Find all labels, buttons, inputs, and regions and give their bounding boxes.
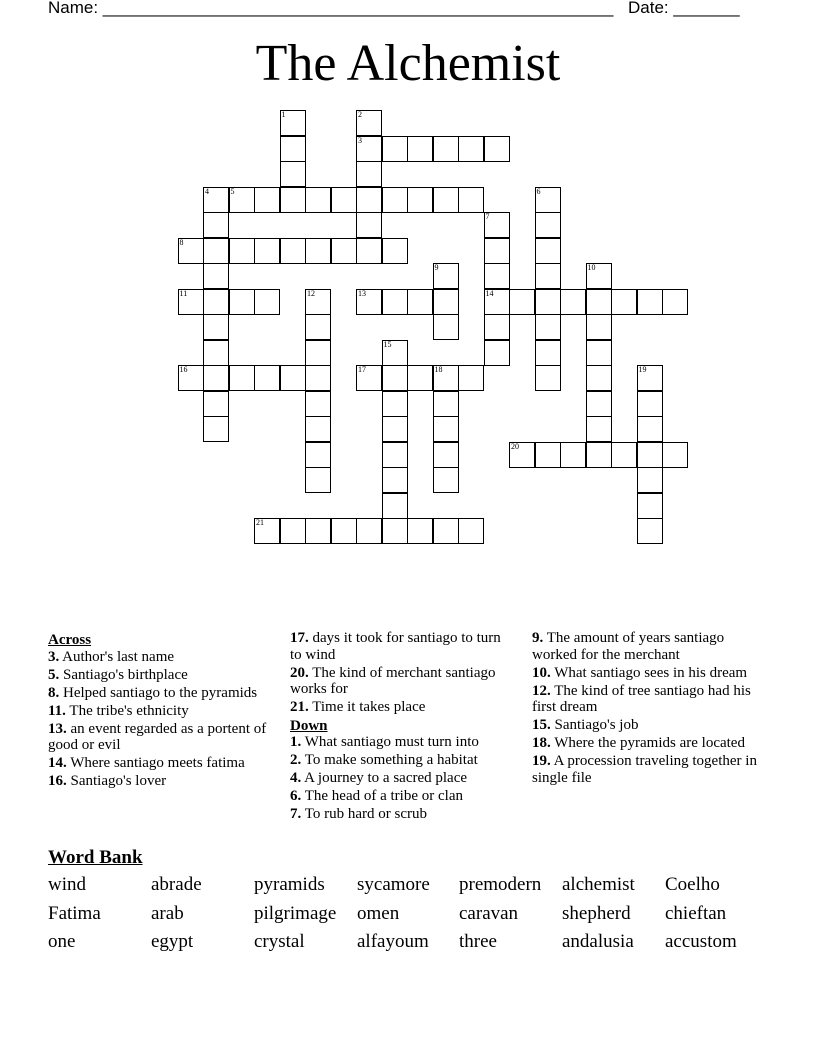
grid-cell[interactable] — [203, 340, 229, 366]
grid-cell[interactable] — [331, 518, 357, 544]
clue-num: 20. — [290, 664, 309, 681]
grid-cell[interactable] — [305, 314, 331, 340]
grid-cell[interactable] — [535, 263, 561, 289]
grid-cell[interactable] — [637, 493, 663, 519]
grid-cell[interactable] — [356, 161, 382, 187]
clue-num: 19. — [532, 753, 551, 769]
grid-cell[interactable] — [254, 289, 280, 315]
grid-cell[interactable] — [203, 365, 229, 391]
grid-cell[interactable] — [586, 340, 612, 366]
clue-number: 13 — [358, 288, 366, 298]
grid-cell[interactable] — [535, 289, 561, 315]
grid-cell[interactable] — [407, 187, 433, 213]
grid-cell[interactable] — [535, 442, 561, 468]
grid-cell[interactable] — [611, 442, 637, 468]
grid-cell[interactable] — [458, 365, 484, 391]
grid-cell[interactable] — [203, 187, 229, 213]
grid-cell[interactable] — [382, 289, 408, 315]
clue-number: 17 — [358, 365, 366, 374]
down-clue — [290, 788, 510, 805]
grid-cell[interactable] — [586, 365, 612, 391]
clue-text: Santiago's lover — [66, 773, 167, 789]
word-bank-word: pilgrimage — [254, 902, 337, 924]
clue-text: Author's last name — [59, 648, 175, 665]
grid-cell[interactable] — [382, 442, 408, 468]
grid-cell[interactable] — [433, 187, 459, 213]
grid-cell[interactable] — [331, 238, 357, 264]
grid-cell[interactable] — [382, 238, 408, 264]
clue-number: 1 — [281, 110, 286, 119]
clue-num: 3. — [48, 648, 60, 665]
clue-text: The kind of merchant santiago works for — [290, 664, 496, 697]
grid-cell[interactable] — [382, 340, 408, 366]
grid-cell[interactable] — [535, 187, 561, 213]
word-bank-word: Fatima — [48, 902, 101, 924]
word-bank-word: crystal — [254, 931, 305, 952]
clue-number: 18 — [434, 365, 443, 374]
grid-cell[interactable] — [203, 212, 229, 238]
grid-cell[interactable] — [637, 467, 663, 493]
clue-num: 17. — [290, 630, 309, 646]
down-clue — [532, 735, 772, 752]
grid-cell[interactable] — [407, 136, 433, 162]
grid-cell[interactable] — [280, 238, 306, 264]
clue-number: 15 — [383, 339, 392, 349]
grid-cell[interactable] — [433, 289, 459, 315]
grid-cell[interactable] — [560, 289, 586, 315]
grid-cell[interactable] — [382, 136, 408, 162]
clues-col-3 — [532, 630, 772, 788]
clue-text: The tribe's ethnicity — [65, 702, 189, 719]
grid-cell[interactable] — [407, 289, 433, 315]
clue-num: 7. — [290, 806, 302, 822]
grid-cell[interactable] — [280, 136, 306, 162]
grid-cell[interactable] — [356, 110, 382, 136]
grid-cell[interactable] — [535, 340, 561, 366]
grid-cell[interactable] — [433, 416, 459, 442]
clue-num: 4. — [290, 770, 302, 786]
grid-cell[interactable] — [382, 493, 408, 519]
grid-cell[interactable] — [407, 518, 433, 544]
clue-number: 14 — [485, 288, 494, 298]
clue-num: 6. — [290, 788, 302, 804]
grid-cell[interactable] — [229, 187, 255, 213]
grid-cell[interactable] — [586, 263, 612, 289]
grid-cell[interactable] — [229, 238, 255, 264]
grid-cell[interactable] — [280, 365, 306, 391]
across-clue — [290, 665, 510, 698]
down-clue — [532, 683, 772, 716]
clue-num: 13. — [48, 720, 67, 737]
grid-cell[interactable] — [305, 467, 331, 493]
grid-cell[interactable] — [382, 416, 408, 442]
grid-cell[interactable] — [305, 391, 331, 417]
grid-cell[interactable] — [637, 416, 663, 442]
clue-num: 10. — [532, 664, 551, 681]
word-bank-word: andalusia — [562, 931, 634, 952]
grid-cell[interactable] — [484, 263, 510, 289]
clues-col-1 — [48, 630, 273, 791]
grid-cell[interactable] — [637, 391, 663, 417]
across-clue — [48, 685, 273, 702]
grid-cell[interactable] — [458, 136, 484, 162]
grid-cell[interactable] — [254, 365, 280, 391]
word-bank-word: alchemist — [562, 874, 635, 895]
grid-cell[interactable] — [382, 391, 408, 417]
grid-cell[interactable] — [203, 263, 229, 289]
clue-text: The kind of tree santiago had his first dream — [532, 682, 751, 715]
clue-num: 12. — [532, 682, 551, 699]
across-clue — [290, 699, 510, 716]
across-clue — [48, 703, 273, 720]
grid-cell[interactable] — [662, 289, 688, 315]
word-bank-word: chieftan — [665, 902, 727, 924]
grid-cell[interactable] — [305, 289, 331, 315]
grid-cell[interactable] — [433, 518, 459, 544]
word-bank-word: sycamore — [357, 874, 430, 895]
grid-cell[interactable] — [433, 136, 459, 162]
grid-cell[interactable] — [407, 365, 433, 391]
clue-number: 4 — [205, 186, 209, 196]
word-bank-word: egypt — [151, 931, 194, 952]
grid-cell[interactable] — [433, 263, 459, 289]
grid-cell[interactable] — [560, 442, 586, 468]
grid-cell[interactable] — [356, 289, 382, 315]
grid-cell[interactable] — [356, 212, 382, 238]
grid-cell[interactable] — [586, 391, 612, 417]
grid-cell[interactable] — [433, 467, 459, 493]
grid-cell[interactable] — [203, 314, 229, 340]
word-bank-word: Coelho — [665, 874, 720, 895]
grid-cell[interactable] — [535, 365, 561, 391]
grid-cell[interactable] — [484, 238, 510, 264]
clue-number: 7 — [485, 212, 490, 221]
clue-text: The head of a tribe or clan — [301, 788, 463, 804]
word-bank-word: caravan — [459, 902, 519, 924]
grid-cell[interactable] — [458, 187, 484, 213]
down-clue — [290, 806, 510, 823]
across-clue — [48, 755, 273, 772]
down-clue — [532, 665, 772, 682]
clue-number: 6 — [536, 186, 541, 196]
grid-cell[interactable] — [458, 518, 484, 544]
clue-text: What santiago must turn into — [301, 734, 479, 750]
clue-text: Time it takes place — [308, 699, 426, 715]
clue-num: 15. — [532, 717, 551, 733]
across-clue — [48, 721, 273, 754]
down-clue — [532, 630, 772, 663]
grid-cell[interactable] — [535, 314, 561, 340]
grid-cell[interactable] — [356, 187, 382, 213]
grid-cell[interactable] — [509, 442, 535, 468]
down-clue — [532, 753, 772, 786]
clue-num: 9. — [532, 630, 544, 646]
grid-cell[interactable] — [382, 187, 408, 213]
grid-cell[interactable] — [280, 161, 306, 187]
word-bank-title: Word Bank — [48, 847, 143, 868]
clue-num: 2. — [290, 752, 302, 768]
word-bank-word: abrade — [151, 874, 202, 895]
clue-num: 18. — [532, 735, 551, 751]
grid-cell[interactable] — [535, 238, 561, 264]
across-clue — [48, 667, 273, 684]
grid-cell[interactable] — [203, 391, 229, 417]
grid-cell[interactable] — [254, 518, 280, 544]
grid-cell[interactable] — [356, 238, 382, 264]
across-clue — [48, 649, 273, 666]
grid-cell[interactable] — [637, 442, 663, 468]
clue-text: To make something a habitat — [301, 752, 478, 768]
grid-cell[interactable] — [535, 212, 561, 238]
grid-cell[interactable] — [305, 238, 331, 264]
clue-num: 21. — [290, 699, 309, 715]
clue-text: an event regarded as a portent of good or evil — [48, 720, 267, 753]
grid-cell[interactable] — [305, 442, 331, 468]
grid-cell[interactable] — [203, 416, 229, 442]
grid-cell[interactable] — [586, 442, 612, 468]
clue-number: 21 — [256, 518, 264, 527]
clue-number: 2 — [358, 110, 362, 119]
grid-cell[interactable] — [280, 187, 306, 213]
grid-cell[interactable] — [433, 314, 459, 340]
grid-cell[interactable] — [203, 289, 229, 315]
date-field[interactable]: Date: _______ — [628, 0, 740, 17]
word-bank-word: alfayoum — [357, 931, 429, 952]
down-clue — [532, 717, 772, 734]
across-clue — [290, 630, 510, 663]
down-clue — [290, 752, 510, 769]
grid-cell[interactable] — [484, 212, 510, 238]
clue-number: 11 — [179, 288, 188, 298]
clue-number: 12 — [307, 288, 315, 298]
clue-text: A procession traveling together in single file — [532, 753, 757, 786]
grid-cell[interactable] — [586, 416, 612, 442]
grid-cell[interactable] — [356, 136, 382, 162]
clue-number: 19 — [638, 365, 647, 374]
clue-num: 5. — [48, 666, 60, 683]
across-clue — [48, 773, 273, 790]
word-bank-word: three — [459, 931, 497, 952]
clue-number: 9 — [434, 263, 439, 272]
clue-text: days it took for santiago to turn to wind — [290, 630, 501, 663]
grid-cell[interactable] — [178, 289, 204, 315]
clue-number: 10 — [587, 263, 596, 272]
across-heading: Across — [48, 632, 92, 648]
name-field[interactable]: Name: ______________________________________________________ — [48, 0, 614, 17]
clue-number: 5 — [230, 186, 235, 196]
clue-text: The amount of years santiago worked for the merchant — [532, 630, 725, 663]
clue-text: Helped santiago to the pyramids — [59, 684, 258, 701]
word-bank-word: wind — [48, 874, 86, 895]
clue-text: To rub hard or scrub — [301, 806, 427, 822]
word-bank-word: pyramids — [254, 874, 325, 895]
grid-cell[interactable] — [254, 238, 280, 264]
word-bank-word: omen — [357, 902, 400, 924]
grid-cell[interactable] — [305, 518, 331, 544]
clue-number: 20 — [511, 441, 519, 451]
grid-cell[interactable] — [178, 238, 204, 264]
grid-cell[interactable] — [637, 289, 663, 315]
grid-cell[interactable] — [280, 110, 306, 136]
page-title: The Alchemist — [255, 35, 561, 92]
clue-text: Santiago's job — [550, 717, 639, 733]
down-clue — [290, 770, 510, 787]
grid-cell[interactable] — [178, 365, 204, 391]
down-clue — [290, 734, 510, 751]
clue-number: 16 — [179, 365, 188, 374]
grid-cell[interactable] — [509, 289, 535, 315]
grid-cell[interactable] — [229, 289, 255, 315]
down-heading: Down — [290, 717, 328, 734]
clue-num: 1. — [290, 734, 302, 750]
grid-cell[interactable] — [433, 442, 459, 468]
grid-cell[interactable] — [356, 365, 382, 391]
grid-cell[interactable] — [484, 289, 510, 315]
grid-cell[interactable] — [356, 518, 382, 544]
word-bank-word: shepherd — [562, 902, 631, 924]
clue-num: 11. — [48, 702, 66, 719]
word-bank-word: premodern — [459, 874, 542, 895]
clue-num: 16. — [48, 773, 67, 789]
clue-number: 3 — [358, 135, 362, 145]
grid-cell[interactable] — [382, 365, 408, 391]
grid-cell[interactable] — [586, 289, 612, 315]
clue-text: What santiago sees in his dream — [550, 664, 748, 681]
clue-text: Where santiago meets fatima — [66, 755, 245, 771]
grid-cell[interactable] — [331, 187, 357, 213]
grid-cell[interactable] — [484, 136, 510, 162]
grid-cell[interactable] — [203, 238, 229, 264]
word-bank-word: one — [48, 931, 76, 952]
word-bank-word: accustom — [665, 931, 737, 952]
clue-number: 8 — [179, 237, 184, 247]
clue-num: 14. — [48, 755, 67, 771]
clue-text: A journey to a sacred place — [301, 770, 468, 786]
grid-cell[interactable] — [637, 518, 663, 544]
grid-cell[interactable] — [305, 416, 331, 442]
grid-cell[interactable] — [586, 314, 612, 340]
word-bank-word: arab — [151, 902, 184, 924]
grid-cell[interactable] — [484, 314, 510, 340]
grid-cell[interactable] — [305, 365, 331, 391]
clue-text: Santiago's birthplace — [59, 666, 188, 683]
clue-text: Where the pyramids are located — [550, 735, 745, 751]
grid-cell[interactable] — [382, 467, 408, 493]
grid-cell[interactable] — [382, 518, 408, 544]
grid-cell[interactable] — [433, 391, 459, 417]
grid-cell[interactable] — [611, 289, 637, 315]
grid-cell[interactable] — [484, 340, 510, 366]
grid-cell[interactable] — [433, 365, 459, 391]
grid-cell[interactable] — [305, 187, 331, 213]
clues-col-2 — [290, 630, 510, 824]
grid-cell[interactable] — [305, 340, 331, 366]
clue-num: 8. — [48, 684, 60, 701]
grid-cell[interactable] — [280, 518, 306, 544]
grid-cell[interactable] — [254, 187, 280, 213]
grid-cell[interactable] — [637, 365, 663, 391]
grid-cell[interactable] — [662, 442, 688, 468]
grid-cell[interactable] — [229, 365, 255, 391]
